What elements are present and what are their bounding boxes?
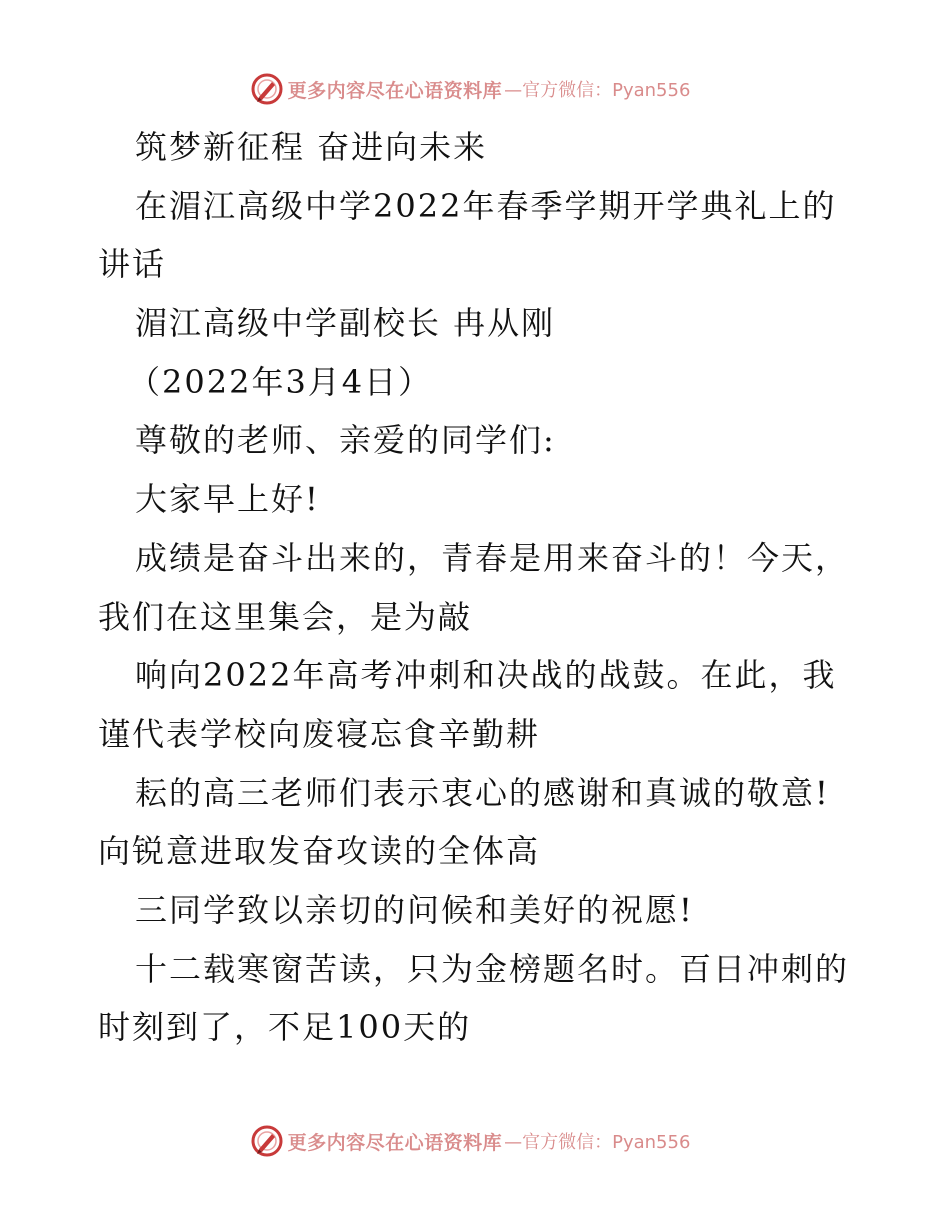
watermark-wechat-text: —官方微信：Pyan556: [504, 1132, 691, 1153]
body-paragraph-line: 耘的高三老师们表示衷心的感谢和真诚的敬意!: [135, 773, 830, 812]
body-paragraph-line: 三同学致以亲切的问候和美好的祝愿!: [135, 890, 694, 929]
speech-date: （2022年3月4日）: [128, 362, 433, 401]
pen-logo-icon: [250, 1124, 284, 1158]
header-watermark: [0, 72, 950, 106]
body-paragraph-line: 响向2022年高考冲刺和决战的战鼓。在此，我: [135, 656, 837, 695]
body-paragraph-line: 成绩是奋斗出来的，青春是用来奋斗的！今天，: [135, 538, 850, 577]
speech-subtitle-line: 讲话: [98, 245, 167, 284]
speech-title: 筑梦新征程 奋进向未来: [135, 128, 488, 166]
watermark-main-text: 更多内容尽在心语资料库: [287, 79, 503, 102]
body-paragraph-line: 向锐意进取发奋攻读的全体高: [98, 832, 541, 871]
body-paragraph-line: 谨代表学校向废寝忘食辛勤耕: [98, 714, 541, 753]
greeting-line: 大家早上好!: [135, 480, 320, 519]
speaker-line: 湄江高级中学副校长 冉从刚: [135, 304, 556, 343]
body-paragraph-line: 我们在这里集会，是为敲: [98, 597, 473, 636]
watermark-main-text: 更多内容尽在心语资料库: [287, 1131, 503, 1154]
document-body: [98, 118, 858, 1057]
greeting-line: 尊敬的老师、亲爱的同学们:: [135, 421, 556, 460]
speech-subtitle-line: 在湄江高级中学2022年春季学期开学典礼上的: [135, 186, 837, 225]
body-paragraph-line: 时刻到了，不足100天的: [98, 1008, 472, 1047]
footer-watermark: [0, 1124, 950, 1158]
watermark-wechat-text: —官方微信：Pyan556: [504, 80, 691, 101]
body-paragraph-line: 十二载寒窗苦读，只为金榜题名时。百日冲刺的: [135, 949, 850, 988]
pen-logo-icon: [250, 72, 284, 106]
